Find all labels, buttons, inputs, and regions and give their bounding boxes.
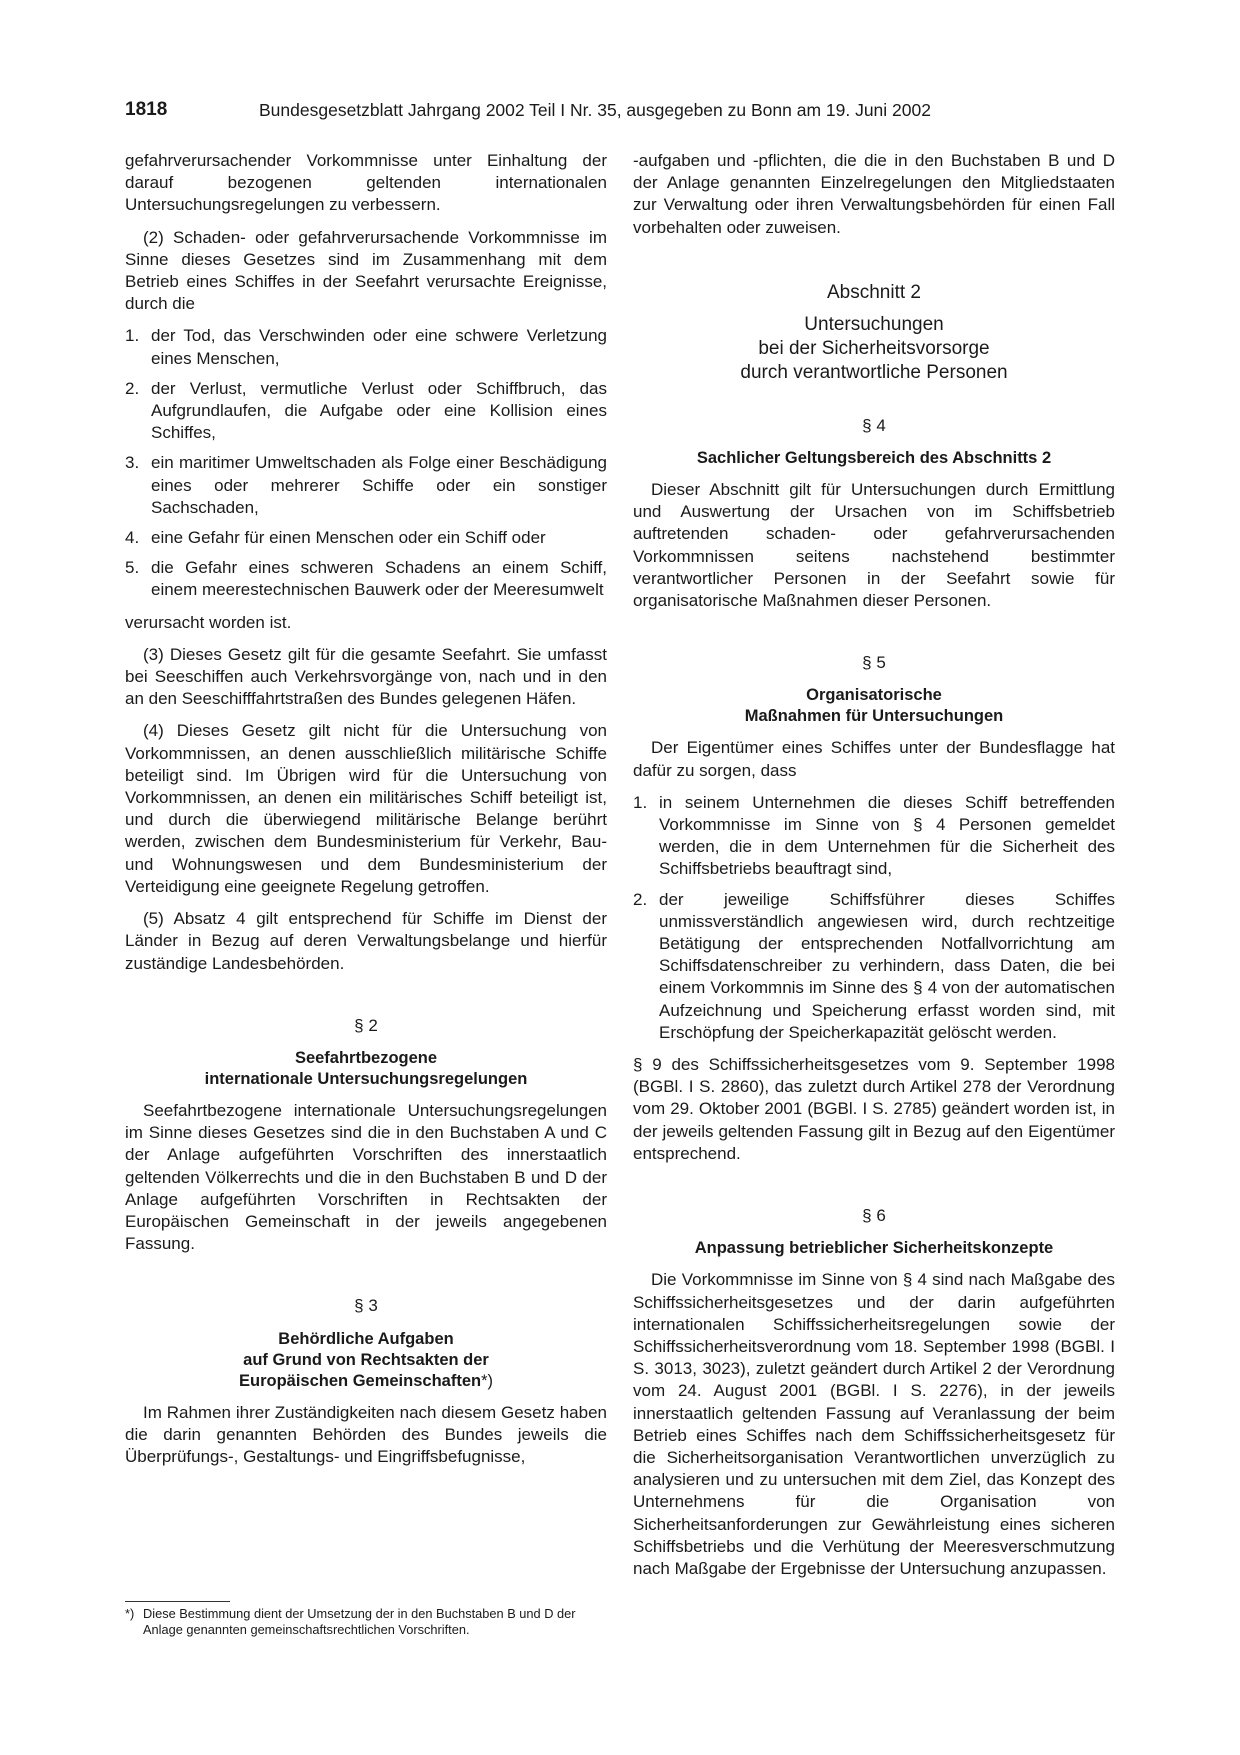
section-title-text: Europäischen Gemeinschaften [239, 1371, 482, 1390]
left-column [125, 150, 607, 1478]
abschnitt-title-line: bei der Sicherheitsvorsorge [758, 337, 990, 359]
list-item-text: der Tod, das Verschwinden oder eine schwere Verletzung eines Menschen, [151, 326, 607, 368]
paragraph-absatz-3: (3) Dieses Gesetz gilt für die gesamte Seefahrt. Sie umfasst bei Seeschiffen auch Verkehrsvorgänge von, nach und in den an den Seeschifffahrtstraßen des Bundes gelegenen Häfen. [125, 644, 607, 709]
list-item [125, 378, 607, 445]
footnote-mark: *) [125, 1606, 135, 1621]
footnote-divider [125, 1601, 230, 1602]
section-5-heading [633, 652, 1115, 727]
list-item-text: die Gefahr eines schweren Schadens an einem Schiff, einem meerestechnischen Bauwerk oder der Meeresumwelt [151, 558, 607, 600]
list-item [633, 792, 1115, 881]
section-symbol: § 3 [354, 1296, 378, 1316]
abschnitt-2-heading [633, 281, 1115, 385]
right-column [633, 150, 1115, 1590]
paragraph-absatz-2: (2) Schaden- oder gefahrverursachende Vorkommnisse im Sinne dieses Gesetzes sind im Zusammenhang mit dem Betrieb eines Schiffes in der Seefahrt verursachte Ereignisse, durch die [125, 227, 607, 314]
section-4-text: Dieser Abschnitt gilt für Untersuchungen durch Ermittlung und Auswertung der Ursachen von im Schiffsbetrieb auftretenden schaden- oder gefahrverursachenden Vorkommnissen seitens nachstehend bestimmter verantwortlicher Personen in der Seefahrt sowie für organisatorische Maßnahmen dieser Personen. [633, 480, 1115, 611]
list-item-text: ein maritimer Umweltschaden als Folge einer Beschädigung eines oder mehrerer Schiffe oder ein sonstiger Sachschaden, [151, 453, 607, 517]
abschnitt-title-line: Untersuchungen [804, 313, 944, 335]
section-3-text: Im Rahmen ihrer Zuständigkeiten nach diesem Gesetz haben die darin genannten Behörden des Bundes jeweils die Überprüfungs-, Gestaltungs- und Eingriffsbefugnisse, [125, 1402, 607, 1466]
footnote [125, 1606, 610, 1638]
list-item-number: 4. [125, 528, 140, 548]
section-title-line: Organisatorische [806, 686, 942, 705]
list-item-text: in seinem Unternehmen die dieses Schiff betreffenden Vorkommnisse im Sinne von § 4 Personen gemeldet werden, die in dem Unternehmen für die Sicherheit des Schiffsbetriebs beauftragt sind, [659, 792, 1115, 879]
list-item-number: 1. [125, 326, 140, 346]
list-item [125, 557, 607, 601]
gazette-header-title: Bundesgesetzblatt Jahrgang 2002 Teil I Nr. 35, ausgegeben zu Bonn am 19. Juni 2002 [259, 100, 931, 120]
section-3-heading [125, 1295, 607, 1391]
list-item [633, 889, 1115, 1044]
section-title-line: Anpassung betrieblicher Sicherheitskonzepte [694, 1239, 1054, 1258]
paragraph-intro-continued: gefahrverursachender Vorkommnisse unter Einhaltung der darauf bezogenen geltenden internationalen Untersuchungsregelungen zu verbessern. [125, 151, 607, 215]
section-title-line: Sachlicher Geltungsbereich des Abschnitts 2 [696, 449, 1052, 468]
section-symbol: § 2 [354, 1015, 378, 1035]
section-2-text: Seefahrtbezogene internationale Untersuchungsregelungen im Sinne dieses Gesetzes sind die in den Buchstaben A und C der Anlage aufgeführten Vorschriften des innerstaatlich geltenden Völkerrechts und die in den Buchstaben B und D der Anlage aufgeführten Vorschriften in Rechtsakten der Europäischen Gemeinschaft in der jeweils angegebenen Fassung. [125, 1100, 607, 1254]
abschnitt-title-line: durch verantwortliche Personen [740, 361, 1008, 383]
section-4-heading [633, 415, 1115, 469]
paragraph-absatz-4: (4) Dieses Gesetz gilt nicht für die Untersuchung von Vorkommnissen, an denen ausschließlich militärische Schiffe beteiligt sind. Im Übrigen wird für die Untersuchung von Vorkommnissen, an denen ein militärisches Schiff beteiligt ist, und durch die überwiegend militärische Belange berührt werden, zwischen dem Bundesministerium für Verkehr, Bau- und Wohnungswesen und dem Bundesministerium der Verteidigung eine geeignete Regelung getroffen. [125, 721, 607, 896]
section-title-line: internationale Untersuchungsregelungen [204, 1069, 528, 1088]
section-5-text: Der Eigentümer eines Schiffes unter der Bundesflagge hat dafür zu sorgen, dass [633, 738, 1115, 780]
section-title-line: Seefahrtbezogene [294, 1048, 438, 1067]
footnote-reference: *) [481, 1371, 493, 1390]
page-number: 1818 [125, 99, 168, 120]
section-6-heading [633, 1205, 1115, 1259]
list-item-number: 3. [125, 453, 140, 473]
section-symbol: § 4 [862, 415, 886, 435]
list-item-text: eine Gefahr für einen Menschen oder ein Schiff oder [151, 528, 546, 548]
section-symbol: § 6 [862, 1206, 886, 1226]
page-header [125, 99, 1115, 125]
section-title-line: auf Grund von Rechtsakten der [243, 1350, 489, 1369]
section-2-heading [125, 1015, 607, 1090]
paragraph-absatz-5: (5) Absatz 4 gilt entsprechend für Schiffe im Dienst der Länder in Bezug auf deren Verwaltungsbelange und hierfür zuständige Landesbehörden. [125, 909, 607, 973]
list-item-number: 1. [633, 792, 648, 812]
list-item-number: 2. [125, 378, 140, 398]
section-title-line: Maßnahmen für Untersuchungen [744, 707, 1004, 726]
owner-duties-list [633, 792, 1115, 1044]
section-title-line: Behördliche Aufgaben [278, 1329, 454, 1348]
list-item [125, 527, 607, 549]
paragraph-after-list: verursacht worden ist. [125, 612, 292, 632]
list-item-text: der jeweilige Schiffsführer dieses Schiffes unmissverständlich angewiesen wird, durch rechtzeitige Betätigung der entsprechenden Notfallvorrichtung am Schiffsdatenschreiber zu verhindern, dass Daten, die bei einem Vorkommnis im Sinne des § 4 von der automatischen Aufzeichnung und Speicherung erfasst worden sind, mit Erschöpfung der Speicherkapazität gelöscht werden. [659, 889, 1115, 1042]
section-6-text: Die Vorkommnisse im Sinne von § 4 sind nach Maßgabe des Schiffssicherheitsgesetzes und der darin aufgeführten internationalen Schiffssicherheitsregelungen sowie der Schiffssicherheitsverordnung vom 18. September 1998 (BGBl. I S. 3013, 3023), zuletzt geändert durch Artikel 2 der Verordnung vom 24. August 2001 (BGBl. I S. 2276), in der jeweils innerstaatlich geltenden Fassung auf Veranlassung der beim Betrieb eines Schiffes nach dem Schiffssicherheitsgesetz für die Sicherheitsorganisation Verantwortlichen unverzüglich zu analysieren und zu untersuchen mit dem Ziel, das Konzept des Unternehmens für die Organisation von Sicherheitsanforderungen zur Gewährleistung eines sicheren Schiffsbetriebs und die Verhütung der Meeresverschmutzung nach Maßgabe der Ergebnisse der Untersuchung anzupassen. [633, 1270, 1115, 1578]
list-item-text: der Verlust, vermutliche Verlust oder Schiffbruch, das Aufgrundlaufen, die Aufgabe oder eine Kollision eines Schiffes, [151, 378, 607, 443]
list-item-number: 5. [125, 558, 140, 578]
list-item-number: 2. [633, 889, 648, 909]
incident-list [125, 325, 607, 601]
section-5-text-2: § 9 des Schiffssicherheitsgesetzes vom 9. September 1998 (BGBl. I S. 2860), das zuletzt durch Artikel 278 der Verordnung vom 29. Oktober 2001 (BGBl. I S. 2785) geändert worden ist, in der jeweils geltenden Fassung gilt in Bezug auf den Eigentümer entsprechend. [633, 1055, 1115, 1163]
abschnitt-label: Abschnitt 2 [827, 281, 921, 303]
paragraph-continued: -aufgaben und -pflichten, die die in den Buchstaben B und D der Anlage genannten Einzelregelungen den Mitgliedstaaten zur Verwaltung oder ihren Verwaltungsbehörden für einen Fall vorbehalten oder zuweisen. [633, 151, 1115, 237]
list-item [125, 452, 607, 519]
footnote-text: Diese Bestimmung dient der Umsetzung der in den Buchstaben B und D der Anlage genannten gemeinschaftsrechtlichen Vorschriften. [143, 1606, 576, 1637]
section-title-line-with-mark [125, 1371, 607, 1392]
section-symbol: § 5 [862, 653, 886, 673]
list-item [125, 325, 607, 369]
